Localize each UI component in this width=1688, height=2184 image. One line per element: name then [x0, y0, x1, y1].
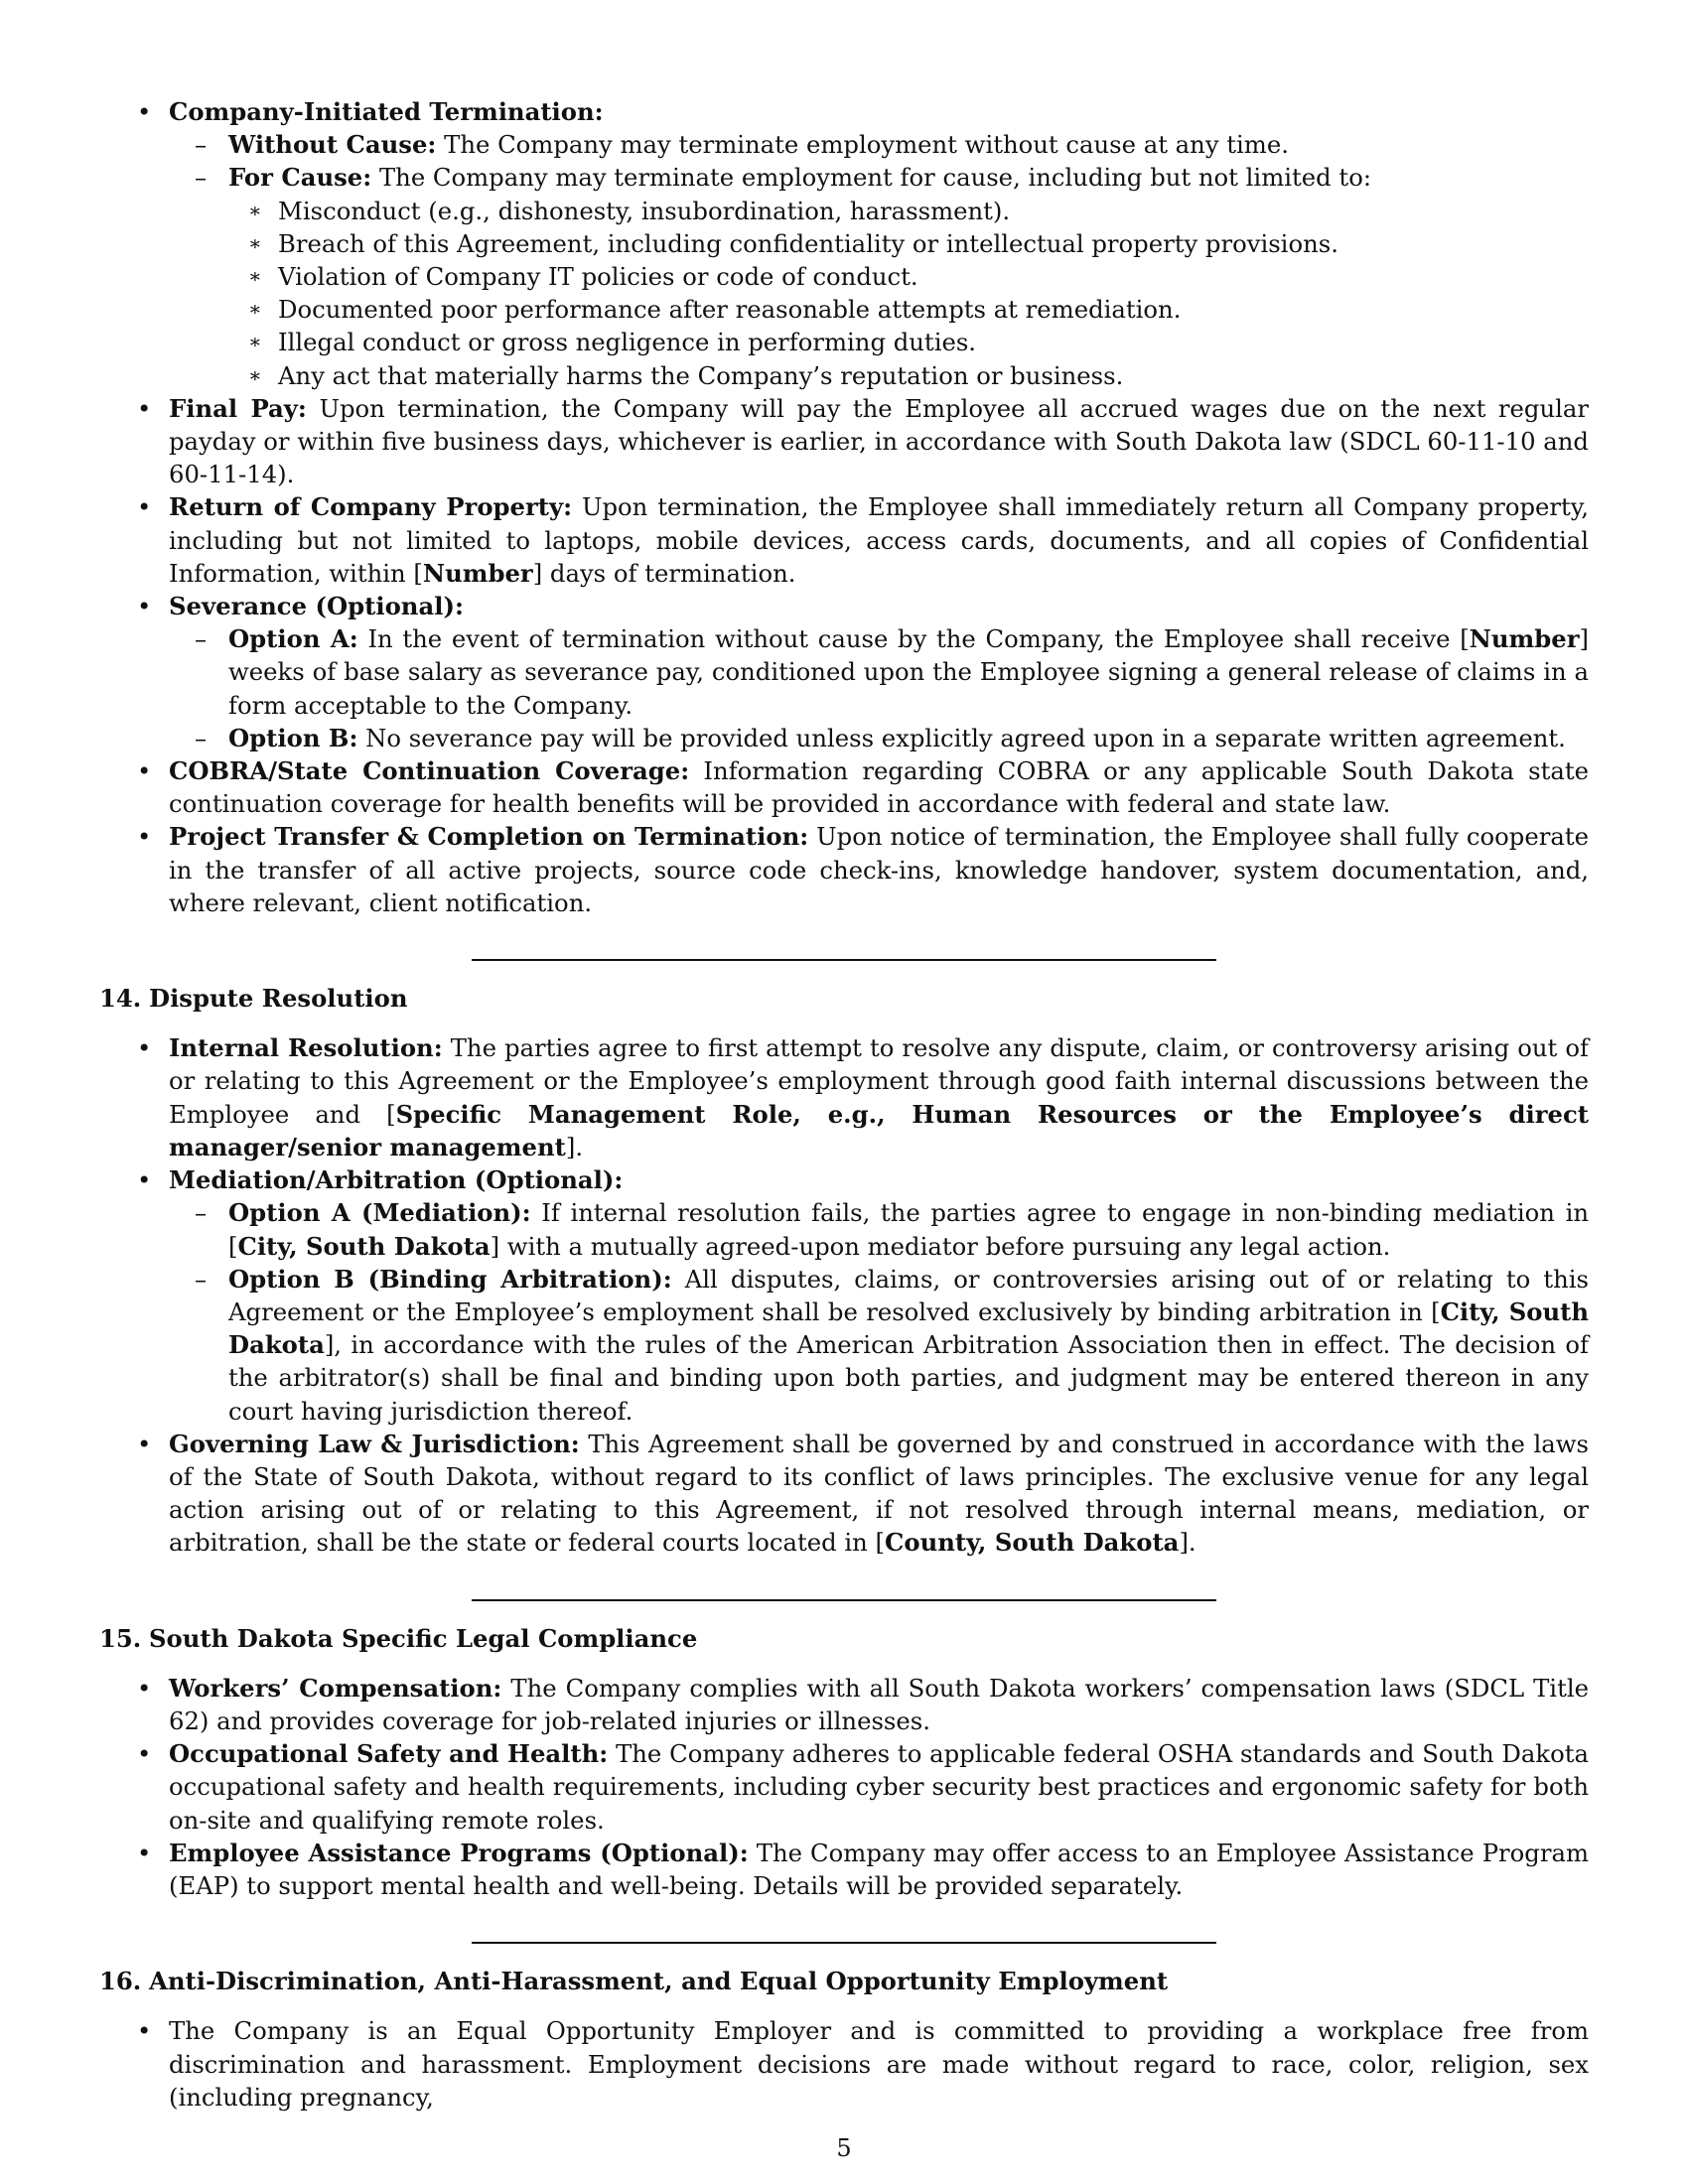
item-label: For Cause:	[228, 163, 372, 193]
item-text: The Company complies with all South Dakota workers’ compensation laws (SDCL Title 62) and provides coverage for job-related injuries or illnesses.	[169, 1673, 1589, 1735]
section-divider	[472, 1942, 1216, 1944]
item-text: The Company may terminate employment without cause at any time.	[436, 130, 1289, 160]
bullet-marker: •	[137, 1838, 152, 1867]
list-item-eeo	[99, 2014, 1589, 2114]
item-label: COBRA/State Continuation Coverage:	[169, 756, 690, 786]
section-number: 14.	[99, 984, 142, 1014]
bullet-marker: •	[137, 1673, 152, 1703]
placeholder-field: City, South Dakota	[228, 1297, 1589, 1360]
list-item-cobra	[99, 754, 1589, 820]
item-text: The parties agree to first attempt to resolve any dispute, claim, or controversy arising out of or relating to this Agreement or the Employee’s employment through good faith internal discussions between the Employee and [	[169, 1033, 1589, 1129]
list-item-cause	[228, 260, 1589, 293]
list-item-safety	[99, 1737, 1589, 1837]
list-item-mediation	[99, 1163, 1589, 1428]
placeholder-field: Number	[422, 558, 533, 588]
item-label: Option B (Binding Arbitration):	[228, 1264, 672, 1294]
section-heading-15	[99, 1622, 1589, 1655]
item-text: The Company may offer access to an Employee Assistance Program (EAP) to support mental health and well-being. Details will be provided separately.	[169, 1838, 1589, 1900]
list-item-for-cause	[169, 161, 1589, 391]
item-text: ], in accordance with the rules of the American Arbitration Association then in effect. The decision of the arbitrator(s) shall be final and binding upon both parties, and judgment may be entered thereon in any court having jurisdiction thereof.	[228, 1330, 1589, 1426]
item-label: Governing Law & Jurisdiction:	[169, 1429, 580, 1458]
dash-marker: –	[195, 130, 208, 160]
list-item-cause	[228, 227, 1589, 260]
item-label: Severance (Optional):	[169, 592, 464, 621]
item-text: ].	[565, 1132, 584, 1161]
list-item-internal-resolution	[99, 1031, 1589, 1163]
bullet-marker: •	[137, 1429, 152, 1458]
list-item-governing-law	[99, 1428, 1589, 1560]
page-number: 5	[836, 2134, 852, 2162]
asterisk-marker: ∗	[248, 264, 262, 289]
placeholder-field: Number	[1469, 624, 1580, 654]
bullet-marker: •	[137, 1739, 152, 1769]
sublist	[169, 128, 1589, 392]
item-label: Employee Assistance Programs (Optional):	[169, 1838, 749, 1867]
item-text: If internal resolution fails, the parties agree to engage in non-binding mediation in [	[228, 1198, 1589, 1261]
item-text: The Company is an Equal Opportunity Employer and is committed to providing a workplace free from discrimination and harassment. Employment decisions are made without regard to race, color, religion, sex (including pregnancy,	[169, 2016, 1589, 2112]
section-title: South Dakota Specific Legal Compliance	[149, 1623, 698, 1653]
item-text: ] with a mutually agreed-upon mediator before pursuing any legal action.	[490, 1231, 1391, 1261]
list-item-cause	[228, 195, 1589, 227]
item-text: The Company may terminate employment for cause, including but not limited to:	[371, 163, 1372, 193]
item-label: Company-Initiated Termination:	[169, 97, 604, 126]
list-item-mediation-option-b	[169, 1263, 1589, 1428]
dash-marker: –	[195, 1198, 208, 1228]
termination-list	[99, 95, 1589, 919]
bullet-marker: •	[137, 822, 152, 852]
section-title: Anti-Discrimination, Anti-Harassment, and Equal Opportunity Employment	[149, 1967, 1169, 1996]
section-number: 15.	[99, 1623, 142, 1653]
list-item-workers-comp	[99, 1672, 1589, 1737]
item-text: ] weeks of base salary as severance pay, conditioned upon the Employee signing a general release of claims in a form acceptable to the Company.	[228, 624, 1589, 720]
bullet-marker: •	[137, 393, 152, 423]
list-item-cause	[228, 293, 1589, 326]
sublist	[169, 1196, 1589, 1427]
bullet-marker: •	[137, 2016, 152, 2046]
list-item-mediation-option-a	[169, 1196, 1589, 1262]
sublist	[169, 622, 1589, 754]
dash-marker: –	[195, 624, 208, 654]
bullet-marker: •	[137, 97, 152, 126]
compliance-list	[99, 1672, 1589, 1902]
bullet-marker: •	[137, 492, 152, 522]
item-label: Option A (Mediation):	[228, 1198, 531, 1228]
section-number: 16.	[99, 1967, 142, 1996]
item-text: Information regarding COBRA or any applicable South Dakota state continuation coverage for health benefits will be provided in accordance with federal and state law.	[169, 756, 1589, 819]
item-label: Final Pay:	[169, 393, 307, 423]
item-text: Documented poor performance after reasonable attempts at remediation.	[278, 295, 1182, 325]
placeholder-field: Specific Management Role, e.g., Human Resources or the Employee’s direct manager/senior management	[169, 1099, 1589, 1161]
section-divider	[472, 959, 1216, 961]
item-label: Without Cause:	[228, 130, 437, 160]
dispute-list	[99, 1031, 1589, 1559]
placeholder-field: City, South Dakota	[237, 1231, 491, 1261]
item-label: Option B:	[228, 723, 358, 752]
item-label: Occupational Safety and Health:	[169, 1739, 609, 1769]
item-label: Workers’ Compensation:	[169, 1673, 502, 1703]
item-text: Illegal conduct or gross negligence in performing duties.	[278, 328, 977, 357]
list-item-final-pay	[99, 392, 1589, 491]
list-item-project-transfer	[99, 820, 1589, 919]
list-item-eap	[99, 1837, 1589, 1902]
asterisk-marker: ∗	[248, 330, 262, 354]
item-text: Upon termination, the Company will pay the Employee all accrued wages due on the next regular payday or within five business days, whichever is earlier, in accordance with South Dakota law (SDCL 60-11-10 and 60-11-14).	[169, 393, 1589, 489]
item-text: The Company adheres to applicable federal OSHA standards and South Dakota occupational safety and health requirements, including cyber security best practices and ergonomic safety for both on-site and qualifying remote roles.	[169, 1739, 1589, 1835]
item-label: Option A:	[228, 624, 358, 654]
dash-marker: –	[195, 723, 208, 752]
item-text: No severance pay will be provided unless explicitly agreed upon in a separate written agreement.	[357, 723, 1566, 752]
section-title: Dispute Resolution	[149, 984, 408, 1014]
section-heading-16	[99, 1965, 1589, 1997]
item-text: In the event of termination without cause by the Company, the Employee shall receive [	[357, 624, 1470, 654]
eeo-list	[99, 2014, 1589, 2114]
section-heading-14	[99, 982, 1589, 1015]
item-label: Return of Company Property:	[169, 492, 573, 522]
bullet-marker: •	[137, 592, 152, 621]
list-item-company-termination	[99, 95, 1589, 392]
asterisk-marker: ∗	[248, 297, 262, 322]
list-item-without-cause	[169, 128, 1589, 161]
item-text: Misconduct (e.g., dishonesty, insubordination, harassment).	[278, 196, 1011, 225]
bullet-marker: •	[137, 1165, 152, 1195]
list-item-severance-option-b	[169, 722, 1589, 754]
list-item-cause	[228, 326, 1589, 358]
item-text: ].	[1179, 1528, 1196, 1558]
list-item-severance	[99, 590, 1589, 754]
item-label: Mediation/Arbitration (Optional):	[169, 1165, 624, 1195]
item-text: Breach of this Agreement, including confidentiality or intellectual property provisions.	[278, 228, 1338, 258]
cause-list	[228, 195, 1589, 392]
item-text: Upon termination, the Employee shall immediately return all Company property, including but not limited to laptops, mobile devices, access cards, documents, and all copies of Confidential Information, within [	[169, 492, 1589, 588]
asterisk-marker: ∗	[248, 362, 262, 387]
asterisk-marker: ∗	[248, 230, 262, 255]
list-item-cause	[228, 359, 1589, 392]
bullet-marker: •	[137, 1033, 152, 1063]
item-text: This Agreement shall be governed by and construed in accordance with the laws of the State of South Dakota, without regard to its conflict of laws principles. The exclusive venue for any legal action arising out of or relating to this Agreement, if not resolved through internal means, mediation, or arbitration, shall be the state or federal courts located in [	[169, 1429, 1589, 1558]
item-text: ] days of termination.	[532, 558, 796, 588]
item-text: Any act that materially harms the Company’s reputation or business.	[278, 360, 1124, 390]
bullet-marker: •	[137, 756, 152, 786]
dash-marker: –	[195, 1264, 208, 1294]
item-label: Internal Resolution:	[169, 1033, 443, 1063]
item-label: Project Transfer & Completion on Termination:	[169, 822, 809, 852]
placeholder-field: County, South Dakota	[885, 1528, 1180, 1558]
asterisk-marker: ∗	[248, 198, 262, 222]
section-divider	[472, 1599, 1216, 1601]
list-item-return-property	[99, 490, 1589, 590]
item-text: All disputes, claims, or controversies arising out of or relating to this Agreement or the Employee’s employment shall be resolved exclusively by binding arbitration in [	[228, 1264, 1589, 1326]
document-page	[99, 95, 1589, 2114]
item-text: Violation of Company IT policies or code of conduct.	[278, 262, 918, 292]
list-item-severance-option-a	[169, 622, 1589, 722]
dash-marker: –	[195, 163, 208, 193]
item-text: Upon notice of termination, the Employee shall fully cooperate in the transfer of all active projects, source code check-ins, knowledge handover, system documentation, and, where relevant, client notification.	[169, 822, 1589, 917]
